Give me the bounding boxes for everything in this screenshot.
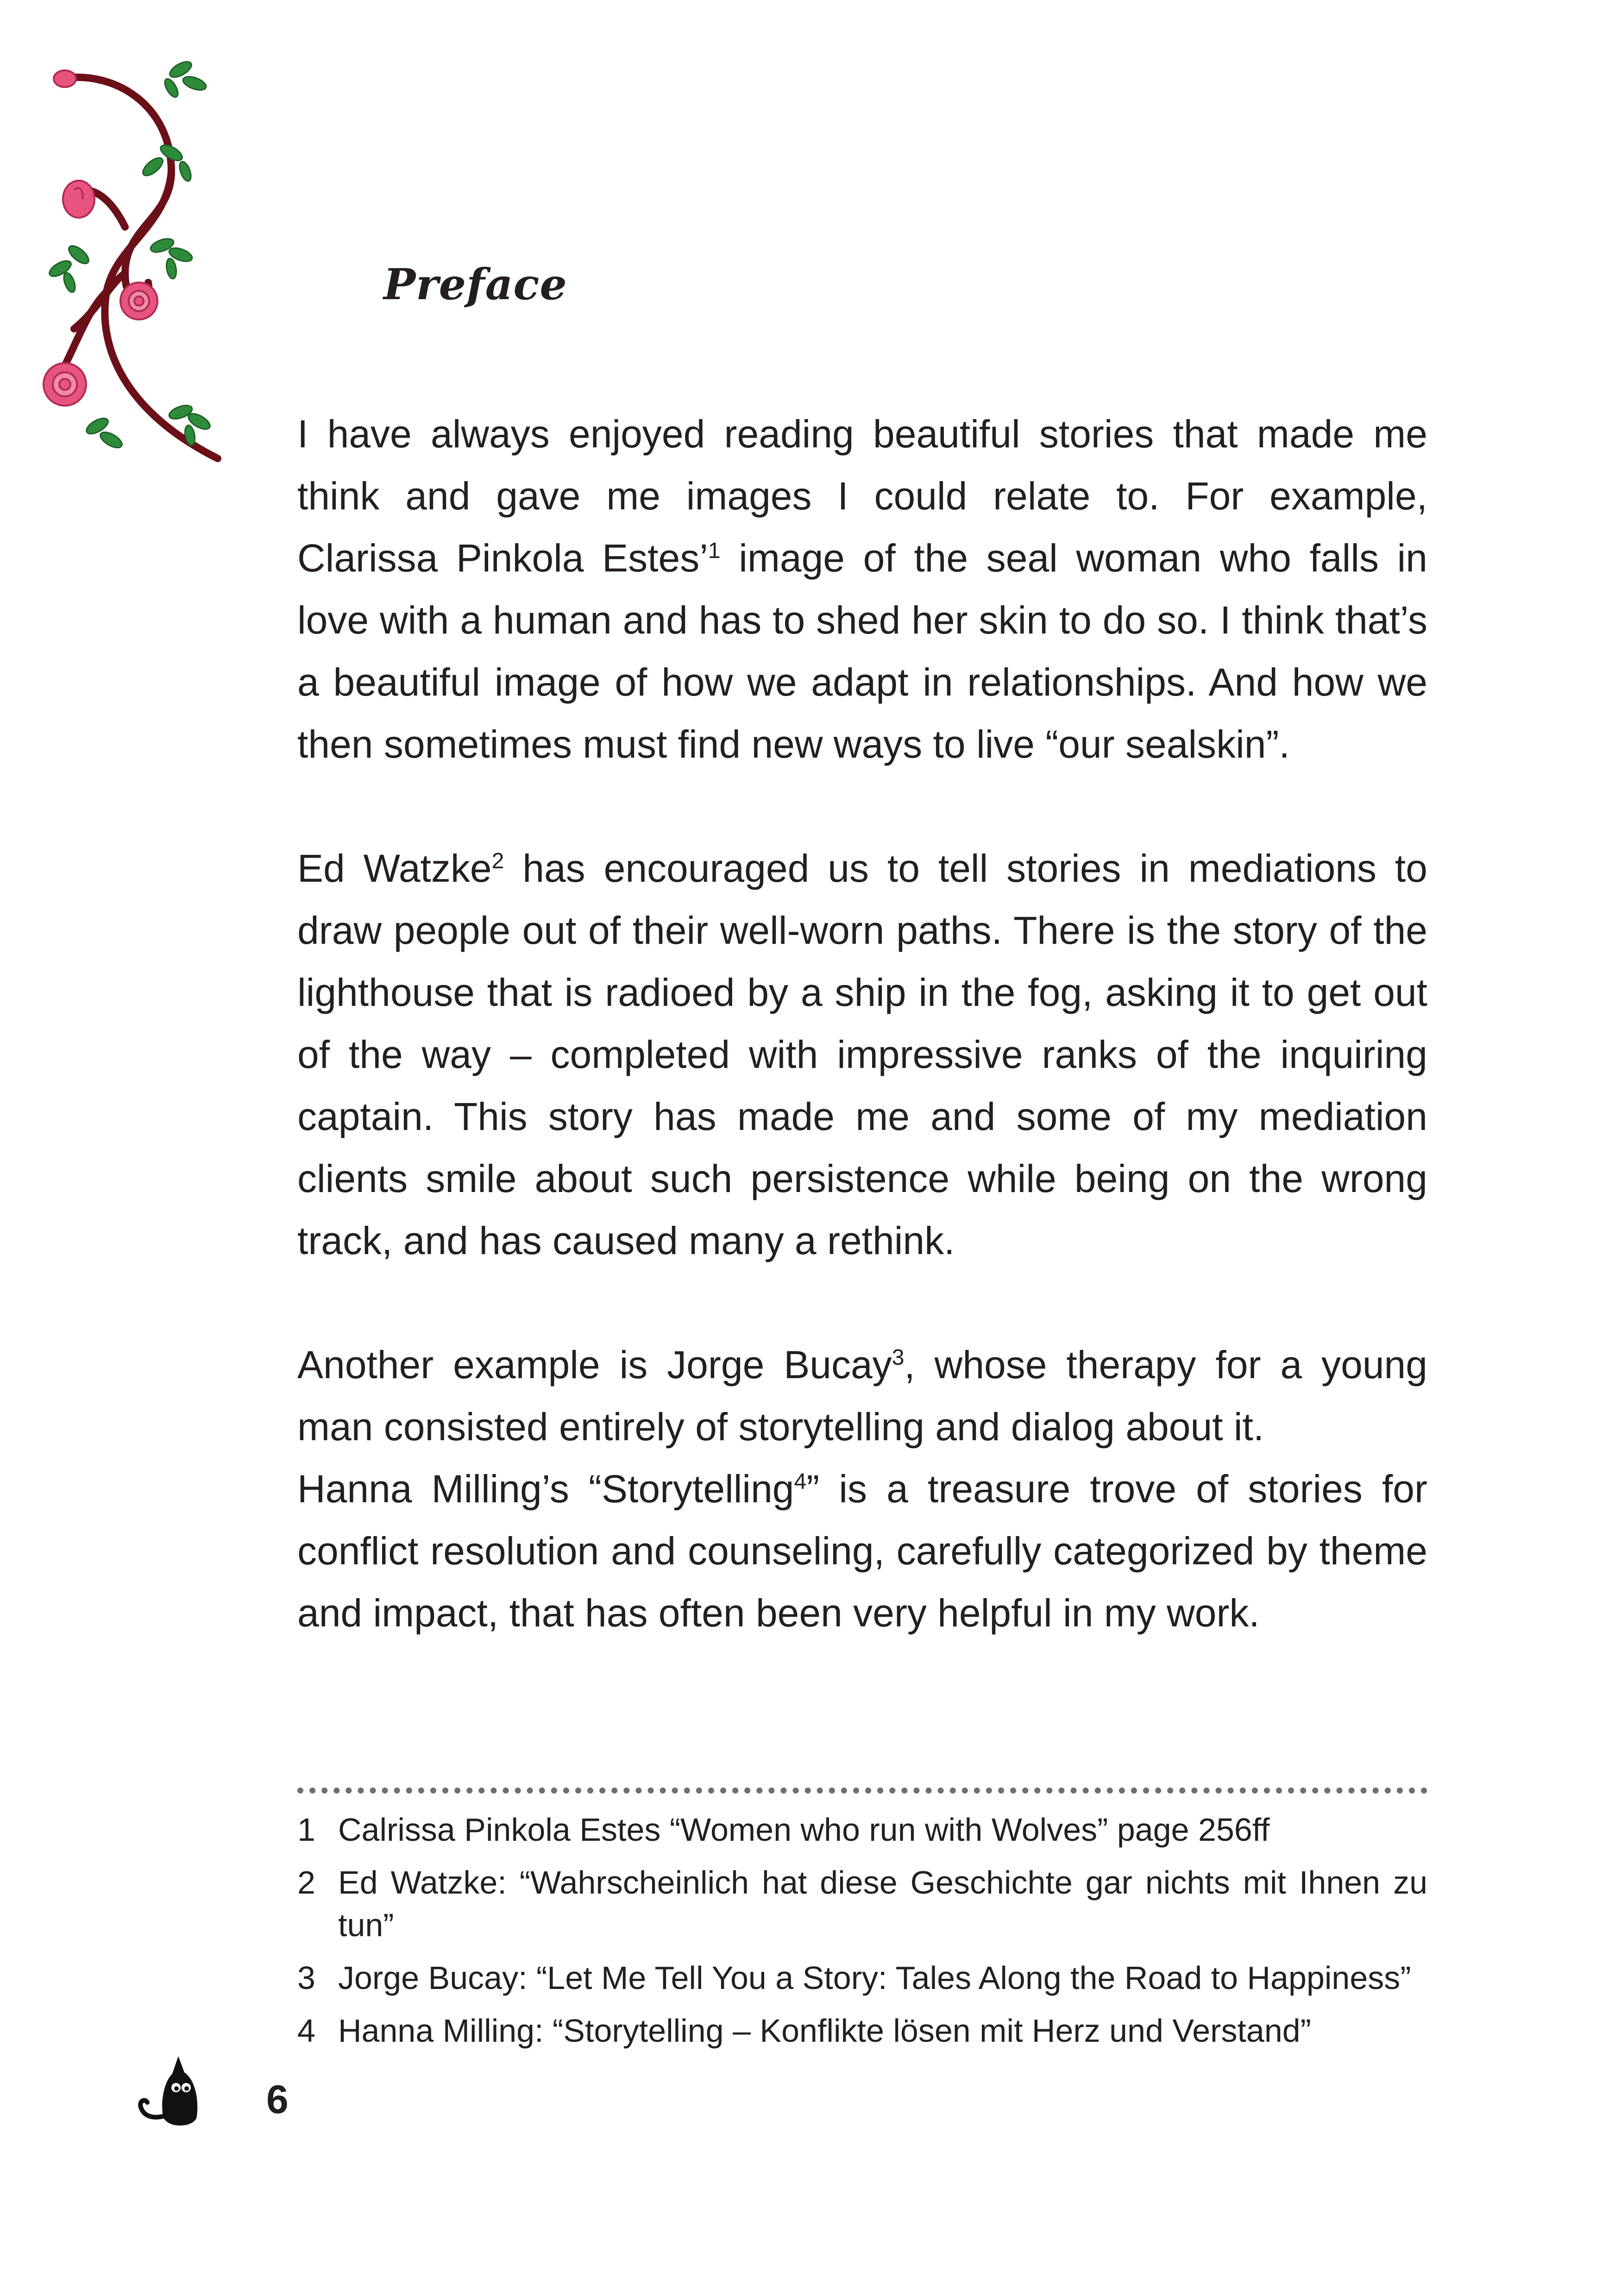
footnote-number: 2 bbox=[297, 1864, 315, 1901]
footnote-divider bbox=[297, 1788, 1427, 1794]
footnote-ref[interactable]: 2 bbox=[491, 849, 504, 873]
footnote-item bbox=[297, 2009, 1427, 2052]
paragraph: Ed Watzke$^2$ has encouraged us to tell stories in mediations to draw people out of their well-worn paths. There is the story of the lighthouse that is radioed by a ship in the fog, asking it to get out of the way – completed with impressive ranks of the inquiring captain. This story has made me and some of my mediation clients smile about such persistence while being on the wrong track, and has caused many a rethink. bbox=[297, 847, 1427, 1262]
page-number: 6 bbox=[266, 2077, 289, 2122]
footnote-ref[interactable]: 1 bbox=[708, 539, 721, 563]
footnote-item bbox=[297, 1957, 1427, 1999]
black-cat-icon bbox=[134, 2047, 218, 2135]
page-title: Preface bbox=[383, 259, 567, 309]
footnote-text: Calrissa Pinkola Estes “Women who run with Wolves” page 256ff bbox=[338, 1812, 1270, 1848]
footnote-text: Hanna Milling: “Storytelling – Konflikte lösen mit Herz und Verstand” bbox=[338, 2013, 1311, 2049]
footnote-text: Ed Watzke: “Wahrscheinlich hat diese Geschichte gar nichts mit Ihnen zu tun” bbox=[338, 1864, 1427, 1943]
paragraph: Another example is Jorge Bucay$^3$, whose therapy for a young man consisted entirely of storytelling and dialog about it. bbox=[297, 1343, 1427, 1449]
paragraph: Hanna Milling’s “Storytelling$^4$” is a treasure trove of stories for conflict resolution and counseling, carefully categorized by theme and impact, that has often been very helpful in my work. bbox=[297, 1467, 1427, 1635]
footnote-list bbox=[297, 1808, 1427, 2062]
rose-vine-illustration bbox=[32, 51, 232, 477]
footnote-number: 4 bbox=[297, 2013, 315, 2049]
footnote-ref[interactable]: 4 bbox=[794, 1469, 807, 1494]
footnote-ref[interactable]: 3 bbox=[892, 1345, 905, 1370]
footnote-text: Jorge Bucay: “Let Me Tell You a Story: Tales Along the Road to Happiness” bbox=[338, 1960, 1411, 1996]
footnote-number: 3 bbox=[297, 1960, 315, 1996]
footnote-item bbox=[297, 1808, 1427, 1851]
footnote-item bbox=[297, 1861, 1427, 1946]
preface-body bbox=[297, 403, 1427, 1644]
paragraph: I have always enjoyed reading beautiful stories that made me think and gave me images I could relate to. For example, Clarissa Pinkola Estes’$^1$ image of the seal woman who falls in love with a human and has to shed her skin to do so. I think that’s a beautiful image of how we adapt in relationships. And how we then sometimes must find new ways to live “our sealskin”. bbox=[297, 412, 1427, 766]
footnote-number: 1 bbox=[297, 1812, 315, 1848]
